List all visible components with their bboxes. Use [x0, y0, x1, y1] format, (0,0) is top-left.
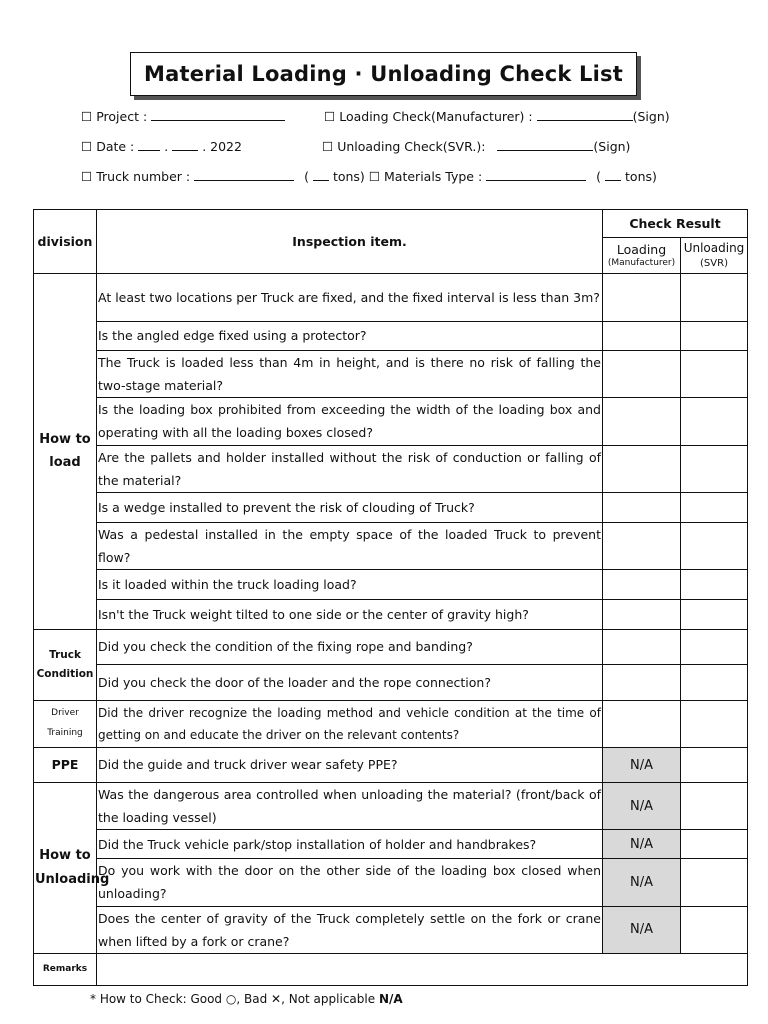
remarks-field[interactable] — [97, 953, 748, 985]
project-row — [81, 108, 285, 124]
unloading-check-cell[interactable] — [681, 859, 748, 906]
unloading-header — [681, 238, 748, 274]
table-row — [34, 398, 748, 445]
unloading-check-cell[interactable] — [681, 830, 748, 859]
table-row — [34, 665, 748, 701]
group-driver-training: Driver Training — [34, 701, 97, 748]
footer-prefix: * How to Check: Good — [90, 992, 223, 1006]
loading-check-cell[interactable] — [603, 701, 681, 748]
table-row — [34, 783, 748, 830]
truck-row — [81, 168, 657, 184]
group-ppe: PPE — [34, 748, 97, 783]
inspection-item: Does the center of gravity of the Truck completely settle on the fork or crane when lifted by a fork or crane? — [97, 906, 603, 953]
group-how-to-load: How to load — [34, 274, 97, 630]
date-label: Date : — [96, 139, 135, 154]
inspection-item: At least two locations per Truck are fixed, and the fixed interval is less than 3m? — [97, 274, 603, 322]
unloading-sign-label: (Sign) — [593, 139, 631, 154]
bad-symbol-icon: ✕ — [271, 992, 282, 1006]
loading-sign-label: (Sign) — [632, 109, 670, 124]
na-cell: N/A — [603, 748, 681, 783]
table-row — [34, 859, 748, 906]
inspection-item: Was the dangerous area controlled when unloading the material? (front/back of the loading vessel) — [97, 783, 603, 830]
unloading-check-label: Unloading Check(SVR.): — [337, 139, 486, 154]
inspection-item: Is it loaded within the truck loading load? — [97, 570, 603, 600]
table-row — [34, 492, 748, 522]
inspection-item: Did the guide and truck driver wear safety PPE? — [97, 748, 603, 783]
unloading-check-cell[interactable] — [681, 906, 748, 953]
truck-tons-label: tons) — [332, 169, 365, 184]
na-cell: N/A — [603, 830, 681, 859]
inspection-item: Is the loading box prohibited from exceeding the width of the loading box and operating with all the loading boxes closed? — [97, 398, 603, 445]
unloading-check-cell[interactable] — [681, 445, 748, 492]
good-symbol-icon: ○ — [225, 992, 237, 1006]
project-field[interactable] — [151, 108, 285, 121]
loading-check-cell[interactable] — [603, 398, 681, 445]
loading-check-cell[interactable] — [603, 274, 681, 322]
truck-number-checkbox[interactable]: ☐ — [81, 169, 93, 184]
date-day-field[interactable] — [172, 138, 198, 151]
materials-tons-label: tons) — [625, 169, 657, 184]
group-truck-condition: Truck Condition — [34, 630, 97, 701]
materials-tons-open: ( — [596, 169, 602, 184]
table-row — [34, 630, 748, 665]
document-title: Material Loading · Unloading Check List — [144, 62, 623, 86]
inspection-item: The Truck is loaded less than 4m in height, and is there no risk of falling the two-stage material? — [97, 351, 603, 398]
table-row — [34, 322, 748, 351]
loading-header-label: Loading — [616, 241, 667, 257]
truck-tons-open: ( — [304, 169, 309, 184]
materials-type-checkbox[interactable]: ☐ — [368, 169, 381, 184]
group-how-to-unloading-label: How to Unloading — [35, 847, 110, 887]
table-row — [34, 600, 748, 630]
how-to-check-note — [90, 992, 403, 1006]
inspection-item: Was a pedestal installed in the empty space of the loaded Truck to prevent flow? — [97, 522, 603, 569]
unloading-check-cell[interactable] — [681, 630, 748, 665]
inspection-item: Is the angled edge fixed using a protector? — [97, 322, 603, 351]
na-cell: N/A — [603, 859, 681, 906]
loading-check-cell[interactable] — [603, 322, 681, 351]
table-row — [34, 445, 748, 492]
footer-na-label: , Not applicable — [281, 992, 376, 1006]
unloading-check-cell[interactable] — [681, 351, 748, 398]
footer-na-value: N/A — [378, 992, 403, 1006]
loading-check-cell[interactable] — [603, 492, 681, 522]
check-result-header: Check Result — [603, 210, 748, 238]
inspection-item: Did you check the door of the loader and the rope connection? — [97, 665, 603, 701]
unloading-check-cell[interactable] — [681, 274, 748, 322]
materials-type-label: Materials Type : — [384, 169, 483, 184]
loading-check-cell[interactable] — [603, 600, 681, 630]
truck-tons-field[interactable] — [313, 168, 329, 181]
loading-header — [603, 238, 681, 274]
loading-check-label: Loading Check(Manufacturer) : — [339, 109, 533, 124]
loading-check-cell[interactable] — [603, 445, 681, 492]
unloading-check-row — [322, 138, 630, 154]
unloading-check-cell[interactable] — [681, 570, 748, 600]
loading-check-checkbox[interactable]: ☐ — [324, 109, 336, 124]
inspection-item: Is a wedge installed to prevent the risk of clouding of Truck? — [97, 492, 603, 522]
date-year: . 2022 — [202, 139, 242, 154]
inspection-header: Inspection item. — [97, 210, 603, 274]
inspection-item: Do you work with the door on the other side of the loading box closed when unloading? — [97, 859, 603, 906]
remarks-row — [34, 953, 748, 985]
date-dot: . — [164, 139, 169, 154]
table-row — [34, 274, 748, 322]
materials-tons-field[interactable] — [605, 168, 621, 181]
date-checkbox[interactable]: ☐ — [81, 139, 93, 154]
inspection-item: Isn't the Truck weight tilted to one side or the center of gravity high? — [97, 600, 603, 630]
unloading-check-cell[interactable] — [681, 783, 748, 830]
inspection-item: Did the Truck vehicle park/stop installation of holder and handbrakes? — [97, 830, 603, 859]
unloading-check-cell[interactable] — [681, 600, 748, 630]
table-row — [34, 570, 748, 600]
group-how-to-unloading — [34, 783, 110, 954]
project-label: Project : — [96, 109, 148, 124]
table-row — [34, 748, 748, 783]
unloading-check-cell[interactable] — [681, 665, 748, 701]
loading-check-row — [324, 108, 670, 124]
loading-check-cell[interactable] — [603, 665, 681, 701]
project-checkbox[interactable]: ☐ — [81, 109, 93, 124]
inspection-item: Are the pallets and holder installed without the risk of conduction or falling of the material? — [97, 445, 603, 492]
unloading-check-cell[interactable] — [681, 522, 748, 569]
footer-bad-label: , Bad — [236, 992, 268, 1006]
date-row — [81, 138, 242, 154]
materials-type-field[interactable] — [486, 168, 586, 181]
inspection-item: Did you check the condition of the fixing rope and banding? — [97, 630, 603, 665]
na-cell: N/A — [603, 783, 681, 830]
table-row — [34, 701, 748, 748]
inspection-item: Did the driver recognize the loading method and vehicle condition at the time of getting on and educate the driver on the relevant contents? — [97, 701, 603, 748]
table-row — [34, 906, 748, 953]
na-cell: N/A — [603, 906, 681, 953]
truck-number-field[interactable] — [194, 168, 294, 181]
unloading-header-label: Unloading — [683, 241, 745, 256]
date-month-field[interactable] — [138, 138, 160, 151]
division-header: division — [34, 210, 97, 274]
unloading-header-sub: (SVR) — [700, 257, 728, 269]
loading-check-cell[interactable] — [603, 570, 681, 600]
unloading-check-cell[interactable] — [681, 701, 748, 748]
title-box — [130, 52, 637, 96]
unloading-check-cell[interactable] — [681, 322, 748, 351]
loading-check-sign-field[interactable] — [537, 108, 633, 121]
check-table — [33, 209, 748, 986]
unloading-check-cell[interactable] — [681, 748, 748, 783]
table-row — [34, 830, 748, 859]
loading-check-cell[interactable] — [603, 630, 681, 665]
loading-check-cell[interactable] — [603, 351, 681, 398]
unloading-check-cell[interactable] — [681, 492, 748, 522]
table-row — [34, 522, 748, 569]
loading-header-sub: (Manufacturer) — [607, 257, 676, 268]
unloading-check-sign-field[interactable] — [497, 138, 593, 151]
unloading-check-cell[interactable] — [681, 398, 748, 445]
unloading-check-checkbox[interactable]: ☐ — [322, 139, 334, 154]
table-header-row — [34, 210, 748, 238]
truck-number-label: Truck number : — [96, 169, 191, 184]
loading-check-cell[interactable] — [603, 522, 681, 569]
table-row — [34, 351, 748, 398]
remarks-label: Remarks — [34, 953, 97, 985]
